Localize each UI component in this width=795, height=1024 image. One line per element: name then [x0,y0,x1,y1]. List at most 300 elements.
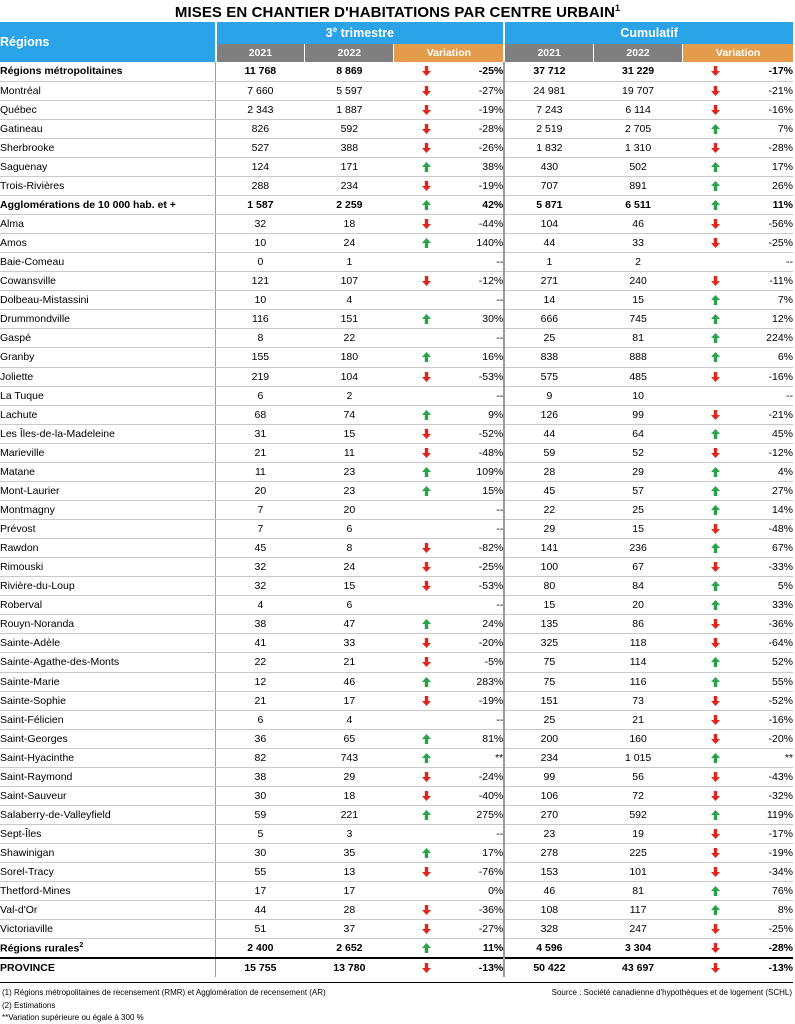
region-label: Victoriaville [0,923,53,936]
table-row [0,195,793,214]
quarter-variation-cell [394,882,504,901]
cumulative-2021-cell: 15 [504,596,593,615]
quarter-variation-value: 0% [488,885,504,898]
quarter-variation-value: -52% [478,427,504,440]
quarter-2021-cell: 10 [216,291,305,310]
arrow-up-icon [711,543,720,553]
quarter-variation-value: -- [496,828,504,841]
arrow-down-icon [711,867,720,877]
cumulative-2022-cell: 160 [593,729,682,748]
arrow-up-icon [711,886,720,896]
arrow-up-icon [422,677,431,687]
quarter-variation-cell [394,653,504,672]
cumulative-2022-cell: 502 [593,157,682,176]
region-label: Agglomérations de 10 000 hab. et + [0,198,176,211]
region-label: Les Îles-de-la-Madeleine [0,427,115,440]
region-label: Roberval [0,599,43,612]
cumulative-variation-cell [683,634,793,653]
cumulative-2022-cell: 118 [593,634,682,653]
quarter-2022-cell: 23 [305,481,394,500]
region-name [0,81,216,100]
region-label: Saint-Sauveur [0,789,67,802]
quarter-variation-cell [394,844,504,863]
cumulative-2021-cell: 44 [504,234,593,253]
quarter-2021-cell: 22 [216,653,305,672]
cumulative-2021-cell: 278 [504,844,593,863]
cumulative-variation-value: -28% [768,141,793,154]
cumulative-group-header: Cumulatif [504,22,793,44]
quarter-variation-value: -- [496,256,504,269]
quarter-2021-cell: 32 [216,577,305,596]
table-bottom-rule [0,982,793,983]
quarter-variation-cell [394,634,504,653]
arrow-down-icon [422,124,431,134]
quarter-variation-cell [394,539,504,558]
region-name [0,462,216,481]
cumulative-2021-header: 2021 [504,44,593,62]
arrow-down-icon [422,181,431,191]
quarter-2022-cell: 46 [305,672,394,691]
quarter-variation-value: -5% [484,656,504,669]
arrow-down-icon [422,86,431,96]
quarter-2021-cell: 12 [216,672,305,691]
arrow-down-icon [422,562,431,572]
quarter-2021-cell: 17 [216,882,305,901]
quarter-2022-cell: 20 [305,500,394,519]
quarter-variation-value: -- [496,389,504,402]
quarter-variation-cell [394,138,504,157]
quarter-2022-cell: 35 [305,844,394,863]
region-name [0,195,216,214]
quarter-variation-cell [394,672,504,691]
cumulative-2022-cell: 2 705 [593,119,682,138]
cumulative-variation-value: 7% [777,294,793,307]
arrow-down-icon [711,943,720,953]
cumulative-variation-value: -17% [768,828,793,841]
cumulative-2022-cell: 64 [593,424,682,443]
cumulative-variation-cell [683,939,793,958]
arrow-down-icon [711,638,720,648]
housing-starts-table [0,22,793,977]
cumulative-2021-cell: 328 [504,920,593,939]
arrow-down-icon [422,581,431,591]
cumulative-2021-cell: 200 [504,729,593,748]
cumulative-2021-cell: 270 [504,805,593,824]
quarter-label: trimestre [337,26,395,41]
arrow-up-icon [711,810,720,820]
quarter-2022-cell: 18 [305,215,394,234]
quarter-2022-cell: 2 652 [305,939,394,958]
region-label: Marieville [0,446,45,459]
cumulative-2021-cell: 1 832 [504,138,593,157]
cumulative-2021-cell: 25 [504,329,593,348]
cumulative-variation-value: -12% [768,446,793,459]
region-name [0,100,216,119]
cumulative-variation-cell [683,558,793,577]
quarter-2022-cell: 29 [305,767,394,786]
cumulative-2022-cell: 3 304 [593,939,682,958]
arrow-up-icon [711,200,720,210]
quarter-variation-cell [394,558,504,577]
table-row [0,920,793,939]
region-name [0,748,216,767]
region-label: Alma [0,218,24,231]
cumulative-variation-value: -- [786,256,793,269]
quarter-2022-cell: 2 259 [305,195,394,214]
region-name [0,215,216,234]
cumulative-variation-value: -16% [768,370,793,383]
quarter-variation-cell [394,176,504,195]
arrow-up-icon [711,124,720,134]
quarter-variation-value: 24% [482,618,504,631]
quarter-2021-cell: 38 [216,615,305,634]
table-row [0,596,793,615]
quarter-variation-cell [394,939,504,958]
quarter-variation-cell [394,481,504,500]
table-row [0,367,793,386]
table-row [0,767,793,786]
cumulative-2022-cell: 46 [593,215,682,234]
region-label: Sainte-Agathe-des-Monts [0,656,120,669]
cumulative-variation-value: -36% [768,618,793,631]
region-label: Drummondville [0,313,71,326]
cumulative-variation-cell [683,329,793,348]
region-name [0,272,216,291]
cumulative-variation-cell [683,805,793,824]
arrow-up-icon [711,429,720,439]
region-name [0,253,216,272]
arrow-up-icon [711,467,720,477]
quarter-2021-cell: 51 [216,920,305,939]
arrow-down-icon [422,905,431,915]
quarter-variation-cell [394,520,504,539]
region-name [0,176,216,195]
quarter-2021-cell: 11 [216,462,305,481]
quarter-variation-value: -25% [478,65,504,78]
arrow-down-icon [711,524,720,534]
region-label: Cowansville [0,275,57,288]
region-label: Joliette [0,370,34,383]
quarter-2022-cell: 388 [305,138,394,157]
quarter-2021-cell: 59 [216,805,305,824]
region-name [0,844,216,863]
cumulative-2022-cell: 81 [593,329,682,348]
region-name [0,767,216,786]
cumulative-variation-value: -20% [768,732,793,745]
table-row [0,119,793,138]
quarter-variation-value: -- [496,523,504,536]
arrow-down-icon [422,924,431,934]
table-row [0,844,793,863]
cumulative-2021-cell: 37 712 [504,62,593,81]
quarter-variation-cell [394,367,504,386]
cumulative-2021-cell: 271 [504,272,593,291]
cumulative-2022-cell: 10 [593,386,682,405]
arrow-up-icon [711,677,720,687]
quarter-variation-cell [394,272,504,291]
region-name [0,481,216,500]
table-row [0,500,793,519]
cumulative-2021-cell: 99 [504,767,593,786]
cumulative-2021-cell: 1 [504,253,593,272]
cumulative-2022-cell: 19 [593,825,682,844]
region-label: La Tuque [0,389,44,402]
table-row [0,62,793,81]
quarter-2021-cell: 826 [216,119,305,138]
quarter-variation-cell [394,234,504,253]
quarter-variation-value: -53% [478,370,504,383]
cumulative-variation-value: 67% [771,542,793,555]
quarter-2022-cell: 221 [305,805,394,824]
region-name [0,882,216,901]
cumulative-2022-cell: 56 [593,767,682,786]
quarter-2022-cell: 8 [305,539,394,558]
cumulative-2021-cell: 108 [504,901,593,920]
cumulative-variation-value: 12% [771,313,793,326]
cumulative-variation-cell [683,100,793,119]
region-label: Gaspé [0,332,31,345]
arrow-down-icon [422,696,431,706]
quarter-variation-value: -44% [478,218,504,231]
cumulative-variation-value: 7% [777,122,793,135]
quarter-variation-value: 81% [482,732,504,745]
cumulative-2021-cell: 7 243 [504,100,593,119]
cumulative-2022-cell: 116 [593,672,682,691]
quarter-variation-cell [394,710,504,729]
region-name [0,119,216,138]
table-row [0,100,793,119]
cumulative-variation-value: 27% [771,484,793,497]
cumulative-2021-cell: 151 [504,691,593,710]
quarter-variation-value: -26% [478,141,504,154]
region-name [0,615,216,634]
table-row [0,253,793,272]
table-row [0,729,793,748]
quarter-variation-value: -40% [478,789,504,802]
quarter-2021-cell: 11 768 [216,62,305,81]
region-name [0,672,216,691]
cumulative-variation-value: -21% [768,408,793,421]
quarter-variation-value: -53% [478,580,504,593]
arrow-up-icon [711,753,720,763]
table-row [0,863,793,882]
cumulative-variation-cell [683,577,793,596]
quarter-variation-cell [394,920,504,939]
region-name [0,367,216,386]
quarter-variation-cell [394,348,504,367]
quarter-2021-cell: 30 [216,844,305,863]
table-row [0,215,793,234]
region-label: Sorel-Tracy [0,866,54,879]
quarter-2022-cell: 8 869 [305,62,394,81]
cumulative-variation-value: -33% [768,561,793,574]
quarter-variation-cell [394,405,504,424]
cumulative-2021-cell: 23 [504,825,593,844]
region-label: Rivière-du-Loup [0,580,75,593]
arrow-up-icon [422,314,431,324]
region-label: Lachute [0,408,38,421]
table-row [0,424,793,443]
cumulative-2022-cell: 73 [593,691,682,710]
cumulative-variation-cell [683,958,793,977]
table-row [0,462,793,481]
quarter-variation-cell [394,195,504,214]
title-text: MISES EN CHANTIER D'HABITATIONS PAR CENTRE URBAIN [174,4,616,21]
cumulative-2022-cell: 20 [593,596,682,615]
table-row [0,710,793,729]
quarter-2022-cell: 592 [305,119,394,138]
region-label: Matane [0,465,36,478]
quarter-2021-cell: 116 [216,310,305,329]
arrow-down-icon [422,219,431,229]
quarter-variation-value: 30% [482,313,504,326]
quarter-2021-cell: 15 755 [216,958,305,977]
arrow-down-icon [422,66,431,76]
cumulative-variation-value: 11% [772,198,793,211]
cumulative-2021-cell: 100 [504,558,593,577]
cumulative-2022-cell: 84 [593,577,682,596]
cumulative-2022-cell: 745 [593,310,682,329]
quarter-group-header [216,22,505,44]
region-name [0,157,216,176]
cumulative-variation-cell [683,748,793,767]
cumulative-variation-value: 6% [777,351,793,364]
quarter-variation-cell [394,157,504,176]
cumulative-variation-cell [683,844,793,863]
cumulative-2021-cell: 106 [504,786,593,805]
region-name [0,291,216,310]
table-row [0,386,793,405]
cumulative-2021-cell: 29 [504,520,593,539]
region-label: Montmagny [0,503,55,516]
footnote-1: (1) Régions métropolitaines de recensement (RMR) et Agglomération de recensement (AR) [2,988,326,997]
region-name [0,329,216,348]
quarter-variation-value: -82% [478,542,504,555]
arrow-up-icon [711,657,720,667]
quarter-2021-cell: 7 660 [216,81,305,100]
cumulative-variation-cell [683,691,793,710]
table-row [0,176,793,195]
cumulative-variation-cell [683,291,793,310]
quarter-2021-cell: 32 [216,558,305,577]
cumulative-2022-cell: 114 [593,653,682,672]
quarter-variation-value: 9% [488,408,504,421]
cumulative-2022-cell: 1 310 [593,138,682,157]
quarter-2022-cell: 17 [305,691,394,710]
quarter-2022-cell: 13 [305,863,394,882]
region-label: Rawdon [0,542,39,555]
cumulative-variation-value: -21% [768,84,793,97]
quarter-2022-cell: 234 [305,176,394,195]
cumulative-variation-cell [683,176,793,195]
cumulative-variation-cell [683,729,793,748]
cumulative-2022-cell: 25 [593,500,682,519]
quarter-2021-cell: 124 [216,157,305,176]
region-label: Mont-Laurier [0,484,60,497]
region-name [0,634,216,653]
table-row [0,310,793,329]
cumulative-variation-cell [683,157,793,176]
quarter-2022-cell: 3 [305,825,394,844]
region-label: Sainte-Sophie [0,694,66,707]
arrow-down-icon [711,238,720,248]
arrow-down-icon [422,772,431,782]
cumulative-variation-cell [683,62,793,81]
arrow-down-icon [422,791,431,801]
arrow-down-icon [422,429,431,439]
quarter-variation-value: -19% [478,179,504,192]
cumulative-2021-cell: 141 [504,539,593,558]
cumulative-2022-cell: 72 [593,786,682,805]
cumulative-variation-cell [683,520,793,539]
quarter-variation-cell [394,958,504,977]
table-row [0,577,793,596]
region-label: Sainte-Marie [0,675,60,688]
quarter-variation-cell [394,729,504,748]
quarter-variation-value: 15% [482,484,504,497]
source-note: Source : Société canadienne d'hypothèques et de logement (SCHL) [551,988,792,997]
arrow-up-icon [422,410,431,420]
quarter-2022-cell: 17 [305,882,394,901]
table-row [0,329,793,348]
quarter-2021-cell: 121 [216,272,305,291]
arrow-down-icon [422,657,431,667]
quarter-variation-value: -- [496,713,504,726]
cumulative-2022-cell: 592 [593,805,682,824]
cumulative-variation-cell [683,215,793,234]
region-name [0,405,216,424]
cumulative-2021-cell: 5 871 [504,195,593,214]
quarter-2021-cell: 55 [216,863,305,882]
quarter-variation-cell [394,462,504,481]
cumulative-2021-cell: 838 [504,348,593,367]
quarter-2022-cell: 18 [305,786,394,805]
cumulative-variation-value: 14% [771,503,793,516]
cumulative-2022-cell: 240 [593,272,682,291]
cumulative-variation-cell [683,367,793,386]
quarter-2021-cell: 10 [216,234,305,253]
quarter-2021-cell: 21 [216,691,305,710]
cumulative-variation-value: -34% [768,866,793,879]
quarter-variation-cell [394,825,504,844]
cumulative-variation-value: -28% [768,942,793,955]
region-label: Sept-Îles [0,828,42,841]
quarter-variation-value: 38% [482,160,504,173]
cumulative-2022-cell: 888 [593,348,682,367]
quarter-variation-cell [394,500,504,519]
quarter-variation-cell [394,596,504,615]
region-name [0,539,216,558]
region-label: Thetford-Mines [0,885,71,898]
quarter-variation-value: 283% [476,675,504,688]
quarter-2022-cell: 23 [305,462,394,481]
cumulative-2022-cell: 117 [593,901,682,920]
quarter-variation-cell [394,310,504,329]
quarter-2022-cell: 47 [305,615,394,634]
cumulative-2022-cell: 99 [593,405,682,424]
quarter-variation-value: 11% [482,942,504,955]
cumulative-2021-cell: 666 [504,310,593,329]
cumulative-2021-cell: 46 [504,882,593,901]
quarter-variation-cell [394,253,504,272]
quarter-variation-value: -20% [478,637,504,650]
region-name [0,596,216,615]
region-label: Saint-Hyacinthe [0,751,75,764]
quarter-variation-cell [394,62,504,81]
table-row [0,558,793,577]
quarter-2022-cell: 2 [305,386,394,405]
quarter-2022-cell: 104 [305,367,394,386]
